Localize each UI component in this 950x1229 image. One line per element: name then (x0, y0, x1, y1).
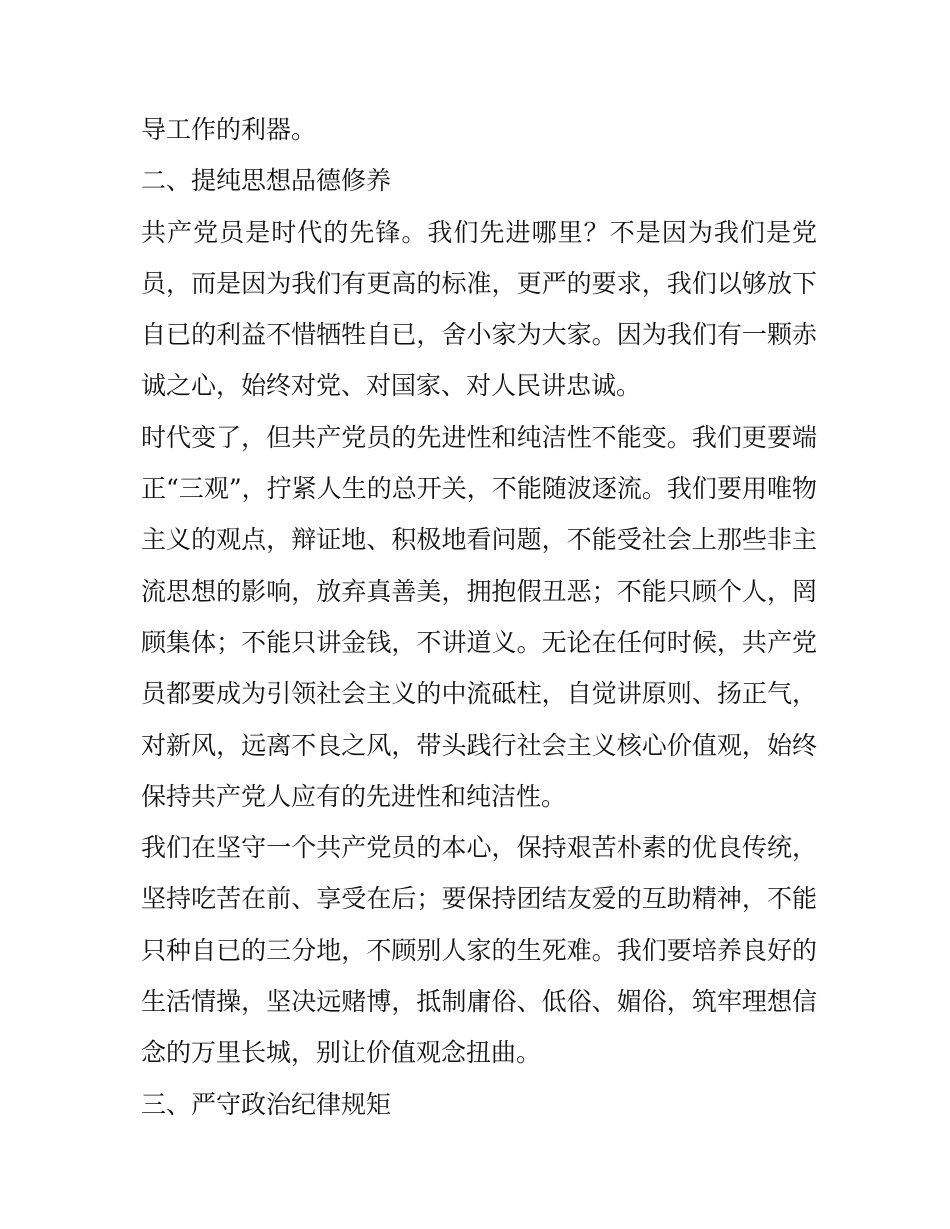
text-line: 共产党员是时代的先锋。我们先进哪里？不是因为我们是党 (141, 217, 817, 247)
text-line: 坚持吃苦在前、享受在后；要保持团结友爱的互助精神，不能 (141, 884, 817, 914)
text-line: 员都要成为引领社会主义的中流砥柱，自觉讲原则、扬正气， (141, 679, 817, 709)
text-line: 自已的利益不惜牺牲自已，舍小家为大家。因为我们有一颗赤 (141, 320, 817, 350)
text-line: 生活情操，坚决远赌博，抵制庸俗、低俗、媚俗，筑牢理想信 (141, 987, 817, 1017)
text-line: 正“三观”，拧紧人生的总开关，不能随波逐流。我们要用唯物 (141, 474, 817, 504)
text-line: 诚之心，始终对党、对国家、对人民讲忠诚。 (141, 371, 642, 401)
text-line: 时代变了，但共产党员的先进性和纯洁性不能变。我们更要端 (141, 422, 817, 452)
text-line: 顾集体；不能只讲金钱，不讲道义。无论在任何时候，共产党 (141, 627, 817, 657)
text-line: 导工作的利器。 (141, 115, 317, 144)
section-heading: 二、提纯思想品德修养 (141, 166, 392, 196)
text-line: 只种自已的三分地，不顾别人家的生死难。我们要培养良好的 (141, 935, 817, 965)
text-line: 员，而是因为我们有更高的标准，更严的要求，我们以够放下 (141, 268, 817, 298)
text-line: 我们在坚守一个共产党员的本心，保持艰苦朴素的优良传统， (141, 833, 817, 863)
text-line: 保持共产党人应有的先进性和纯洁性。 (141, 781, 567, 811)
text-line: 主义的观点，辩证地、积极地看问题，不能受社会上那些非主 (141, 525, 817, 555)
text-line: 对新风，远离不良之风，带头践行社会主义核心价值观，始终 (141, 730, 817, 760)
text-line: 流思想的影响，放弃真善美，拥抱假丑恶；不能只顾个人，罔 (141, 576, 817, 606)
section-heading: 三、严守政治纪律规矩 (141, 1089, 392, 1119)
document-body (141, 104, 817, 1130)
text-line: 念的万里长城，别让价值观念扭曲。 (141, 1038, 542, 1068)
